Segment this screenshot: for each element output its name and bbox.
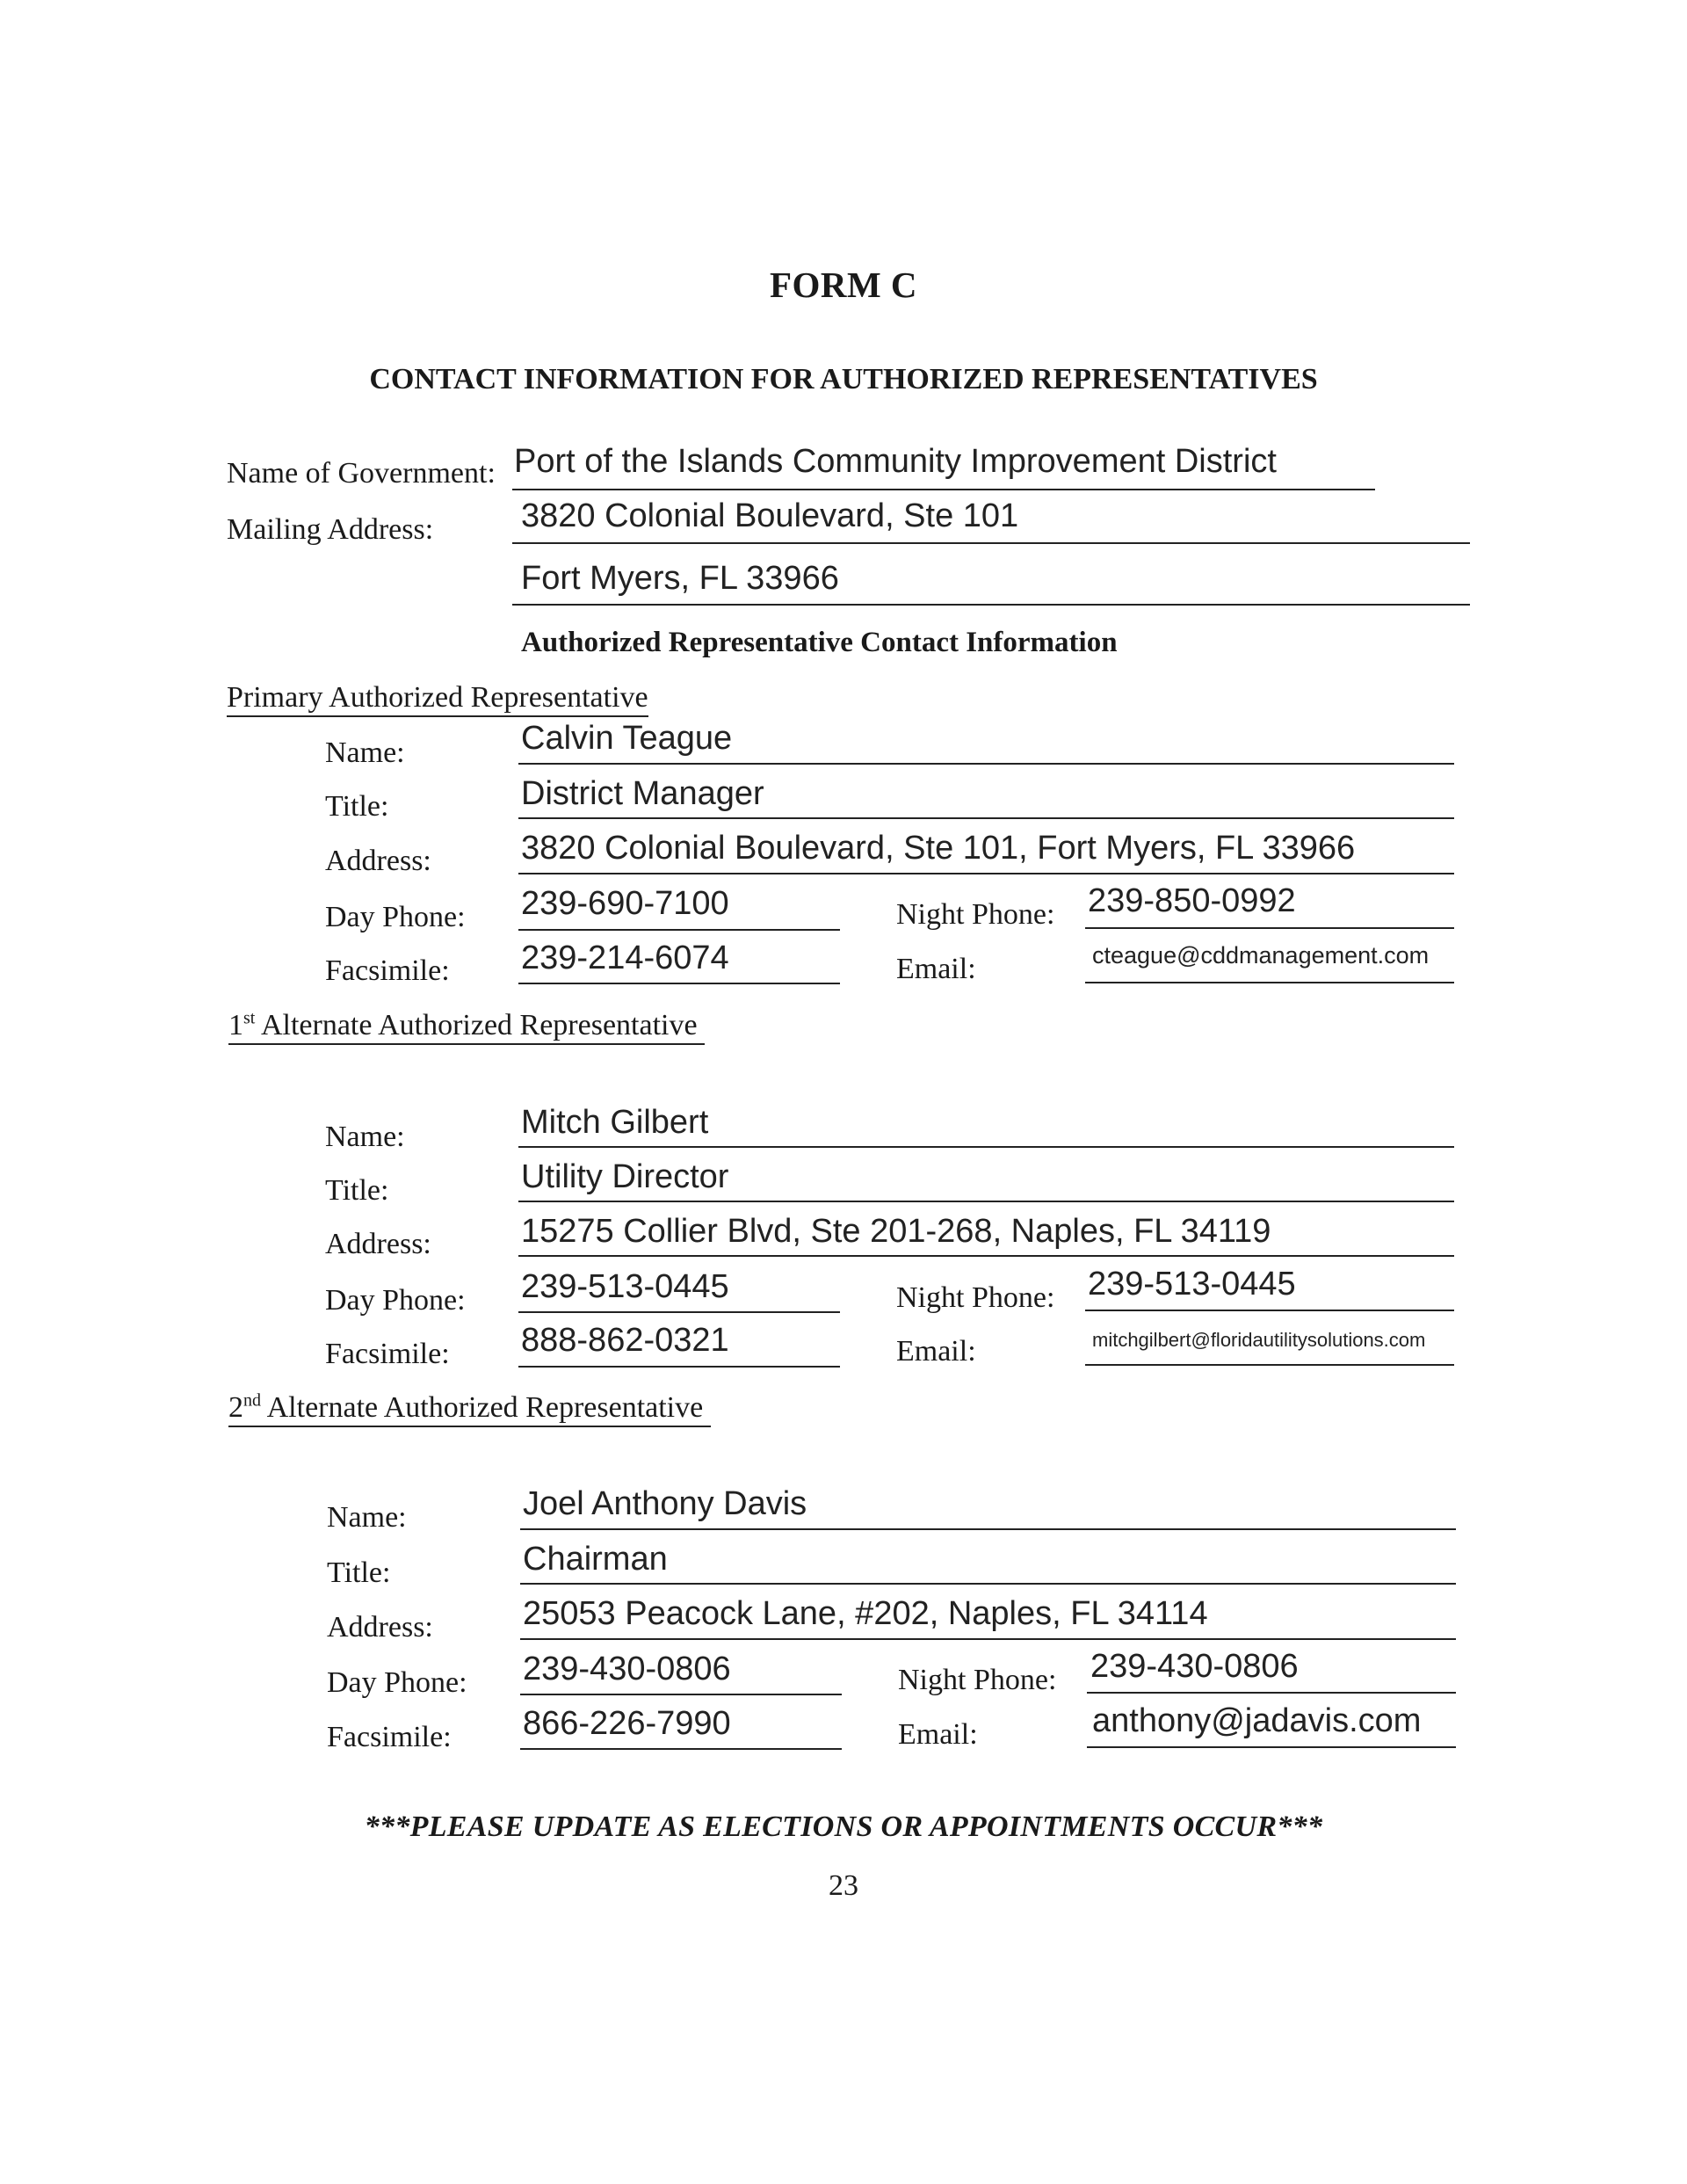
alternate1-email-label: Email: — [896, 1335, 976, 1368]
alternate1-night-phone-value: 239-513-0445 — [1088, 1266, 1296, 1302]
primary-facsimile-value: 239-214-6074 — [521, 940, 729, 976]
alternate2-heading — [228, 1391, 711, 1427]
alternate1-title-line — [518, 1201, 1454, 1202]
alternate1-ordinal-suffix: st — [243, 1008, 256, 1028]
alternate2-email-value: anthony@jadavis.com — [1092, 1702, 1422, 1739]
alternate2-day-phone-line — [520, 1694, 842, 1695]
alternate2-email-line — [1087, 1746, 1456, 1748]
alternate2-email-label: Email: — [898, 1718, 978, 1751]
alternate1-facsimile-value: 888-862-0321 — [521, 1322, 729, 1359]
alternate2-name-label: Name: — [327, 1501, 407, 1534]
primary-facsimile-label: Facsimile: — [325, 954, 450, 987]
alternate1-name-label: Name: — [325, 1121, 405, 1153]
alternate1-night-phone-label: Night Phone: — [896, 1281, 1055, 1314]
alternate2-name-line — [520, 1528, 1456, 1530]
alternate1-name-line — [518, 1146, 1454, 1148]
alternate2-facsimile-label: Facsimile: — [327, 1721, 452, 1753]
alternate2-name-value: Joel Anthony Davis — [523, 1485, 807, 1522]
primary-title-value: District Manager — [521, 775, 764, 812]
primary-email-label: Email: — [896, 953, 976, 985]
mailing-address-line2: Fort Myers, FL 33966 — [521, 560, 839, 597]
alternate2-title-value: Chairman — [523, 1541, 668, 1578]
form-title: FORM C — [769, 265, 918, 305]
alternate2-night-phone-line — [1087, 1692, 1456, 1694]
primary-facsimile-line — [518, 983, 840, 984]
alternate2-address-value: 25053 Peacock Lane, #202, Naples, FL 34114 — [523, 1595, 1208, 1632]
alternate2-night-phone-label: Night Phone: — [898, 1664, 1057, 1696]
alternate1-address-label: Address: — [325, 1228, 431, 1260]
alternate2-title-line — [520, 1583, 1456, 1585]
alternate2-address-label: Address: — [327, 1611, 433, 1643]
alternate1-name-value: Mitch Gilbert — [521, 1104, 709, 1141]
alternate1-address-value: 15275 Collier Blvd, Ste 201-268, Naples, FL 34119 — [521, 1213, 1271, 1250]
alternate1-title-label: Title: — [325, 1174, 389, 1207]
alternate1-facsimile-line — [518, 1366, 840, 1368]
primary-rep-heading: Primary Authorized Representative — [227, 681, 648, 717]
primary-night-phone-line — [1085, 927, 1454, 929]
alternate2-heading-text: Alternate Authorized Representative — [266, 1391, 704, 1424]
mailing-address-label: Mailing Address: — [227, 513, 434, 546]
alternate2-title-label: Title: — [327, 1556, 391, 1589]
primary-address-label: Address: — [325, 845, 431, 877]
page-number: 23 — [829, 1869, 858, 1902]
alternate1-ordinal: 1 — [228, 1009, 243, 1041]
alternate2-facsimile-value: 866-226-7990 — [523, 1705, 731, 1742]
alternate2-night-phone-value: 239-430-0806 — [1090, 1648, 1299, 1685]
alternate2-day-phone-label: Day Phone: — [327, 1666, 467, 1699]
government-name-label: Name of Government: — [227, 457, 496, 490]
primary-email-line — [1085, 982, 1454, 983]
alternate1-heading — [228, 1009, 705, 1045]
alternate1-day-phone-label: Day Phone: — [325, 1284, 466, 1317]
primary-name-value: Calvin Teague — [521, 720, 733, 757]
primary-night-phone-label: Night Phone: — [896, 898, 1055, 931]
form-subtitle: CONTACT INFORMATION FOR AUTHORIZED REPRESENTATIVES — [369, 363, 1318, 395]
primary-night-phone-value: 239-850-0992 — [1088, 882, 1296, 919]
contact-info-heading: Authorized Representative Contact Information — [521, 627, 1118, 658]
alternate2-address-line — [520, 1638, 1456, 1640]
primary-name-line — [518, 763, 1454, 765]
mailing-address-line1-rule — [512, 542, 1470, 544]
alternate2-facsimile-line — [520, 1748, 842, 1750]
alternate2-ordinal: 2 — [228, 1391, 243, 1424]
alternate1-day-phone-value: 239-513-0445 — [521, 1268, 729, 1305]
primary-day-phone-value: 239-690-7100 — [521, 885, 729, 922]
alternate1-night-phone-line — [1085, 1310, 1454, 1311]
alternate1-address-line — [518, 1255, 1454, 1257]
primary-email-value: cteague@cddmanagement.com — [1092, 942, 1430, 969]
alternate2-ordinal-suffix: nd — [243, 1390, 261, 1411]
alternate1-email-line — [1085, 1364, 1454, 1366]
government-name-line — [512, 489, 1375, 490]
alternate1-title-value: Utility Director — [521, 1158, 729, 1195]
alternate1-email-value: mitchgilbert@floridautilitysolutions.com — [1092, 1329, 1426, 1351]
primary-title-label: Title: — [325, 790, 389, 823]
alternate1-day-phone-line — [518, 1311, 840, 1313]
mailing-address-line1: 3820 Colonial Boulevard, Ste 101 — [521, 497, 1019, 534]
mailing-address-line2-rule — [512, 604, 1470, 606]
primary-day-phone-line — [518, 929, 840, 931]
primary-title-line — [518, 817, 1454, 819]
government-name-value: Port of the Islands Community Improvement District — [514, 443, 1277, 480]
primary-day-phone-label: Day Phone: — [325, 901, 466, 933]
primary-address-value: 3820 Colonial Boulevard, Ste 101, Fort Myers, FL 33966 — [521, 830, 1356, 867]
primary-name-label: Name: — [325, 736, 405, 769]
alternate2-day-phone-value: 239-430-0806 — [523, 1651, 731, 1687]
primary-address-line — [518, 873, 1454, 874]
alternate1-facsimile-label: Facsimile: — [325, 1338, 450, 1370]
update-notice: ***PLEASE UPDATE AS ELECTIONS OR APPOINTMENTS OCCUR*** — [364, 1810, 1323, 1843]
alternate1-heading-text: Alternate Authorized Representative — [260, 1009, 698, 1041]
